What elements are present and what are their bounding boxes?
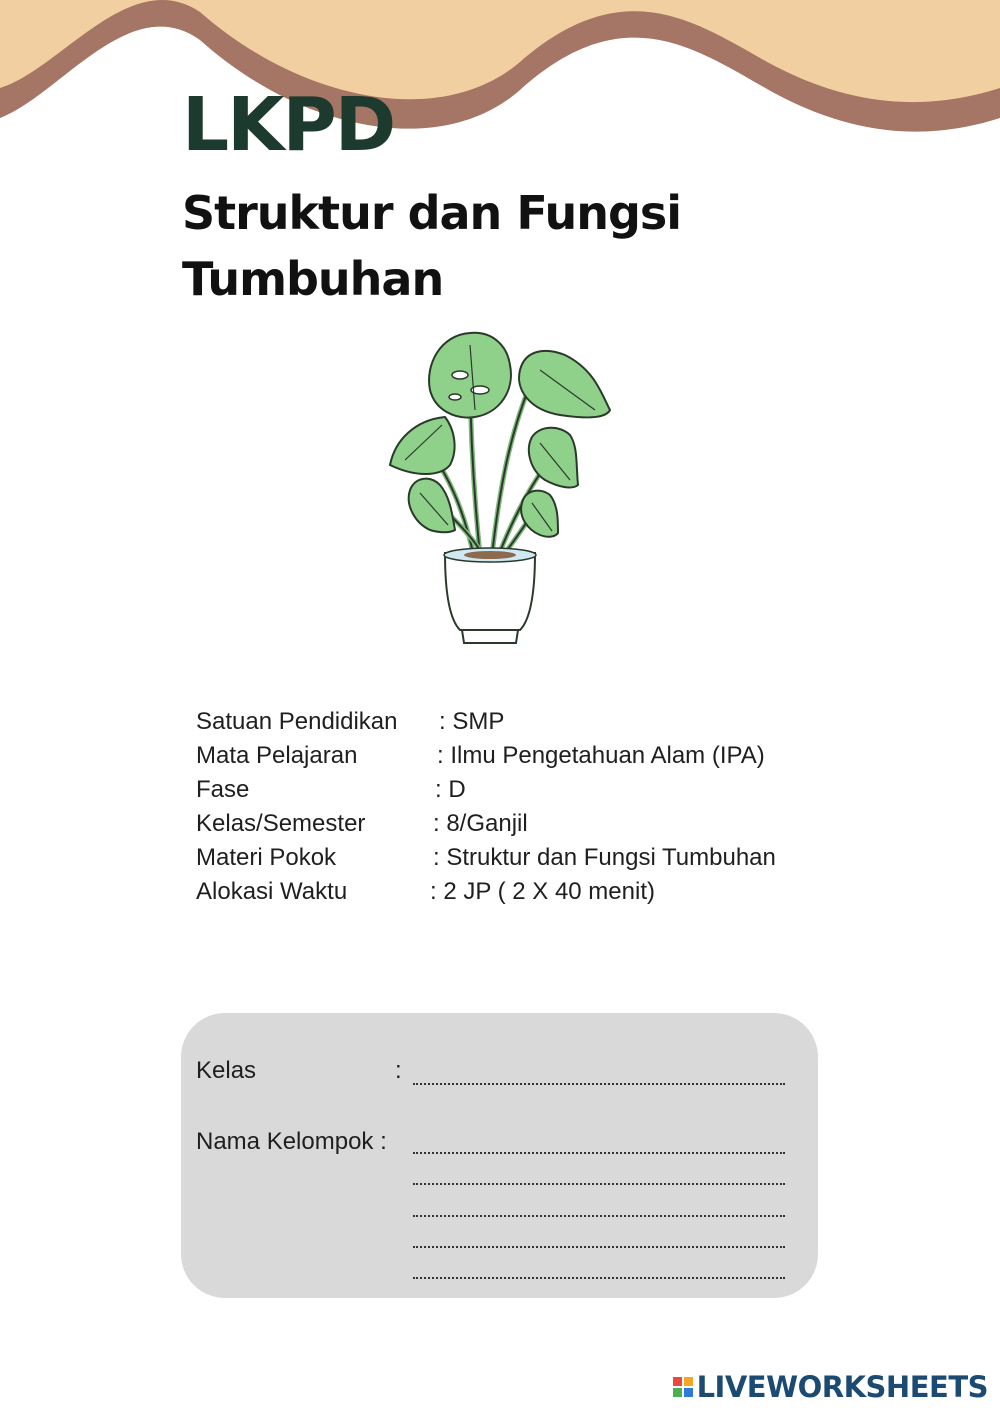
liveworksheets-logo-icon <box>673 1377 693 1397</box>
info-label: Kelas/Semester <box>196 810 366 837</box>
info-label: Fase <box>196 776 250 803</box>
info-value: : D <box>435 776 466 803</box>
group-member-line[interactable] <box>413 1277 785 1279</box>
info-value: : SMP <box>439 708 505 735</box>
info-value: : 2 JP ( 2 X 40 menit) <box>430 878 655 905</box>
info-label: Alokasi Waktu <box>196 878 348 905</box>
info-value: : 8/Ganjil <box>433 810 528 837</box>
potted-monstera-plant-icon <box>380 325 620 655</box>
header-wave-decoration <box>0 0 1000 190</box>
group-member-line[interactable] <box>413 1215 785 1217</box>
group-member-line[interactable] <box>413 1183 785 1185</box>
group-member-line[interactable] <box>413 1152 785 1154</box>
info-value: : Ilmu Pengetahuan Alam (IPA) <box>437 742 765 769</box>
info-value: : Struktur dan Fungsi Tumbuhan <box>433 844 776 871</box>
group-name-field-label: Nama Kelompok : <box>196 1128 387 1155</box>
info-label: Mata Pelajaran <box>196 742 358 769</box>
page-subtitle: Struktur dan Fungsi Tumbuhan <box>182 186 682 306</box>
page-title: LKPD <box>182 82 395 168</box>
class-field-label: Kelas <box>196 1057 257 1084</box>
group-member-line[interactable] <box>413 1246 785 1248</box>
info-label: Satuan Pendidikan <box>196 708 398 735</box>
class-field-colon: : <box>395 1057 402 1084</box>
info-label: Materi Pokok <box>196 844 337 871</box>
liveworksheets-brand <box>673 1370 988 1404</box>
class-input-line[interactable] <box>413 1083 785 1085</box>
brand-name: LIVEWORKSHEETS <box>696 1370 988 1404</box>
group-identity-box <box>181 1013 818 1298</box>
